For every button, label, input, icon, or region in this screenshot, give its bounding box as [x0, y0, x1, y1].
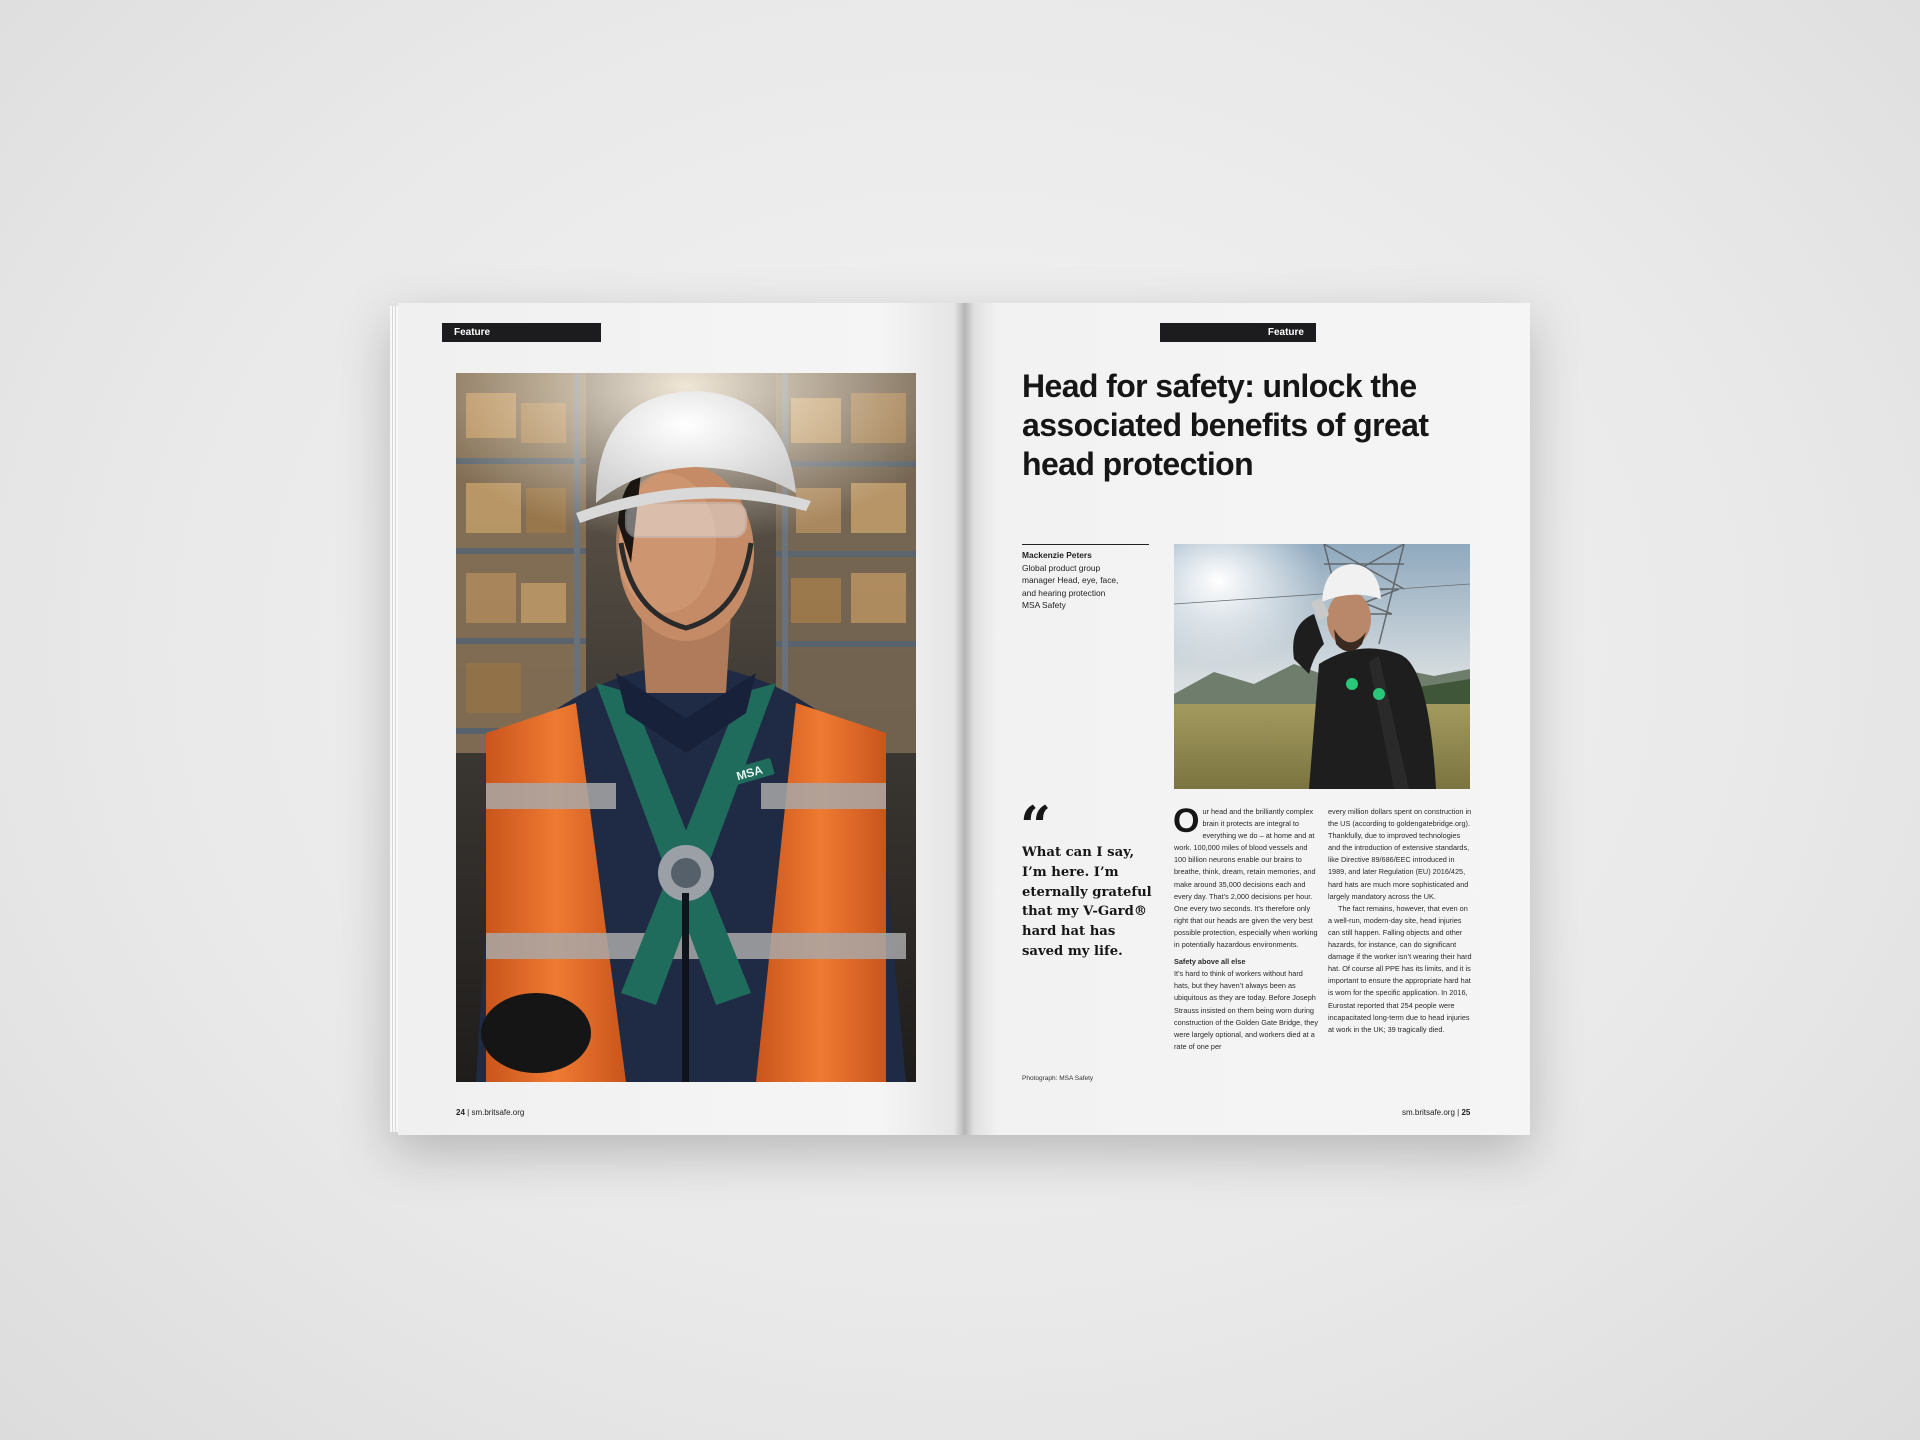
byline-rule	[1022, 544, 1149, 545]
section-tag-left: Feature	[442, 323, 601, 342]
author-role-line: manager Head, eye, face,	[1022, 575, 1119, 586]
author-role-line: Global product group	[1022, 562, 1101, 573]
body-column-1	[1173, 802, 1319, 1053]
magazine-spread	[398, 303, 1530, 1135]
author-name: Mackenzie Peters	[1022, 550, 1092, 560]
pullquote: What can I say, I’m here. I’m eternally grateful that my V-Gard® hard hat has saved my life.	[1022, 845, 1152, 959]
page-number-right: 25	[1461, 1108, 1471, 1117]
section-tag-right: Feature	[1160, 323, 1316, 342]
worker-warehouse-photo	[456, 373, 916, 1082]
msa-badge-text: MSA	[734, 762, 765, 784]
author-role-line: MSA Safety	[1022, 600, 1066, 611]
article-headline: Head for safety: unlock the associated benefits of great head protection	[1022, 368, 1429, 482]
photo-credit: Photograph: MSA Safety	[1022, 1075, 1094, 1082]
folio-url-left: sm.britsafe.org	[471, 1108, 525, 1117]
paragraph-text: ur head and the brilliantly complex brain it protects are integral to everything we do – at home and at work. 100,000 miles of blood vessels and 100 billion neurons enable our brains to breathe, think, dream, retain memories, and make around 35,000 decisions each and every day. That’s 2,000 decisions per hour. One every two seconds. It’s therefore only right that our heads are given the very best possible protection, especially when working in potentially hazardous environments.	[1174, 807, 1318, 950]
body-paragraph: It’s hard to think of workers without hard hats, but they haven’t always been as ubiquitous as they are today. Before Joseph Strauss insisted on them being worn during construction of the Golden Gate Bridge, they were largely optional, and workers died at a rate of one per	[1174, 969, 1318, 1051]
subheading: Safety above all else	[1174, 957, 1246, 967]
quote-mark-icon: “	[1020, 794, 1052, 858]
body-paragraph	[1173, 802, 1319, 951]
page-number-left: 24	[456, 1108, 465, 1117]
byline	[1022, 549, 1142, 612]
dropcap: O	[1173, 802, 1200, 840]
folio-separator-right: |	[1457, 1108, 1462, 1117]
body-paragraph: The fact remains, however, that even on a well-run, modern-day site, head injuries can still happen. Falling objects and other hazards, for instance, can do significant damage if the worker isn’t wearing their hard hat. Of course all PPE has its limits, and it is important to ensure the appropriate hard hat is worn for the specific application. In 2016, Eurostat reported that 254 people were incapacitated long-term due to head injuries at work in the UK; 39 tragically died.	[1328, 903, 1472, 1034]
author-role-line: and hearing protection	[1022, 587, 1106, 598]
worker-pylon-photo	[1174, 544, 1470, 789]
folio-left	[456, 1108, 524, 1117]
body-paragraph: every million dollars spent on construction in the US (according to goldengatebridge.org). Thankfully, due to improved technologies and the introduction of extensive standards, like Directive 89/686/EEC introduced in 1989, and later Regulation (EU) 2016/425, hard hats are much more sophisticated and largely mandatory across the UK.	[1328, 807, 1472, 901]
folio-url-right: sm.britsafe.org	[1402, 1108, 1455, 1117]
folio-separator-left: |	[467, 1108, 472, 1117]
body-column-2	[1328, 806, 1473, 1036]
folio-right	[1402, 1108, 1470, 1117]
